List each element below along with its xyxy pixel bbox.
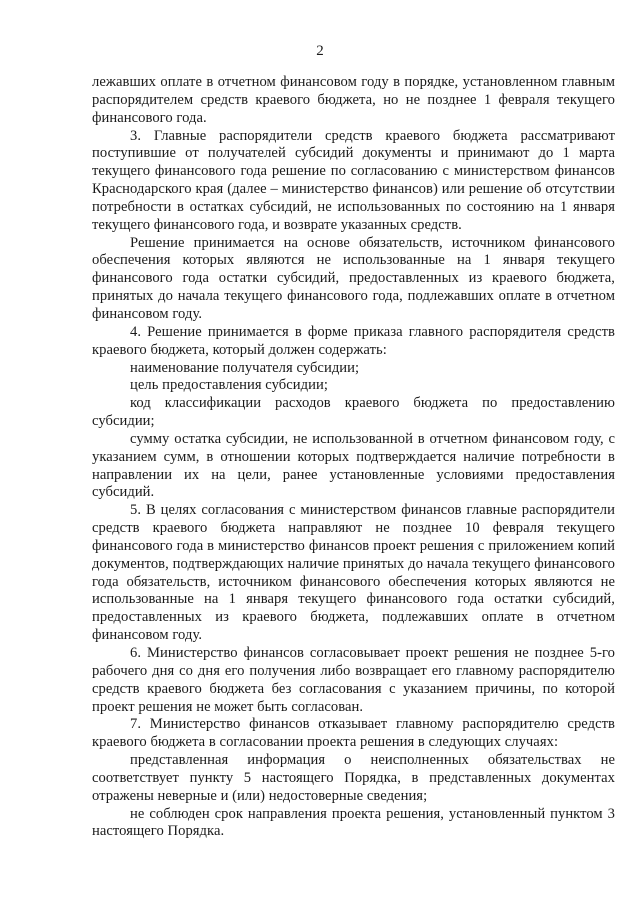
list-item-recipient-name: наименование получателя субсидии; [130,359,360,376]
paragraph-clause-3: 3. Главные распорядители средств краевого бюджета рассматривают поступившие от получателей субсидий документы и принимают до 1 марта текущего финансового года решение по согласованию с министерством финансов Краснодарского края (далее – министерство финансов) или решение об отсутствии потребности в остатках субсидий, не использованных по состоянию на 1 января текущего финансового года, и возврате указанных средств. [92,127,615,233]
paragraph-clause-7: 7. Министерство финансов отказывает главному распорядителю средств краевого бюджета в согласовании проекта решения в следующих случаях: [92,716,615,751]
list-item-balance-amount: сумму остатка субсидии, не использованной в отчетном финансовом году, с указанием сумм, в отношении которых подтверждается наличие потребности в направлении их на цели, ранее установленные условиями предоставления субсидий. [92,430,615,501]
paragraph-clause-4: 4. Решение принимается в форме приказа главного распорядителя средств краевого бюджета, который должен содержать: [92,323,615,358]
list-item-subsidy-purpose: цель предоставления субсидии; [130,377,328,394]
paragraph-decision-basis: Решение принимается на основе обязательств, источником финансового обеспечения которых являются не использованные на 1 января текущего финансового года остатки субсидий, предоставленных из краевого бюджета, принятых до начала текущего финансового года, подлежавших оплате в отчетном финансовом году. [92,234,615,322]
document-body [92,74,615,841]
list-item-classification-code: код классификации расходов краевого бюджета по предоставлению субсидии; [92,395,615,430]
list-item-refusal-reason-1: представленная информация о неисполненных обязательствах не соответствует пункту 5 настоящего Порядка, в представленных документах отражены неверные и (или) недостоверные сведения; [92,752,615,804]
paragraph-clause-5: 5. В целях согласования с министерством финансов главные распорядители средств краевого бюджета направляют не позднее 10 февраля текущего финансового года в министерство финансов проект решения с приложением копий документов, подтверждающих наличие принятых до начала текущего финансового года обязательств, источником финансового обеспечения которых являются не использованные на 1 января текущего финансового года остатки субсидий, предоставленных из краевого бюджета, подлежавших оплате в отчетном финансовом году. [92,502,615,644]
paragraph-clause-6: 6. Министерство финансов согласовывает проект решения не позднее 5-го рабочего дня со дня его получения либо возвращает его главному распорядителю средств краевого бюджета без согласования с указанием причины, по которой проект решения не может быть согласован. [92,645,615,715]
paragraph-continuation: лежавших оплате в отчетном финансовом году в порядке, установленном главным распорядителем средств краевого бюджета, но не позднее 1 февраля текущего финансового года. [92,74,615,126]
page-number: 2 [316,43,324,59]
list-item-refusal-reason-2: не соблюден срок направления проекта решения, установленный пунктом 3 настоящего Порядка. [92,805,615,840]
